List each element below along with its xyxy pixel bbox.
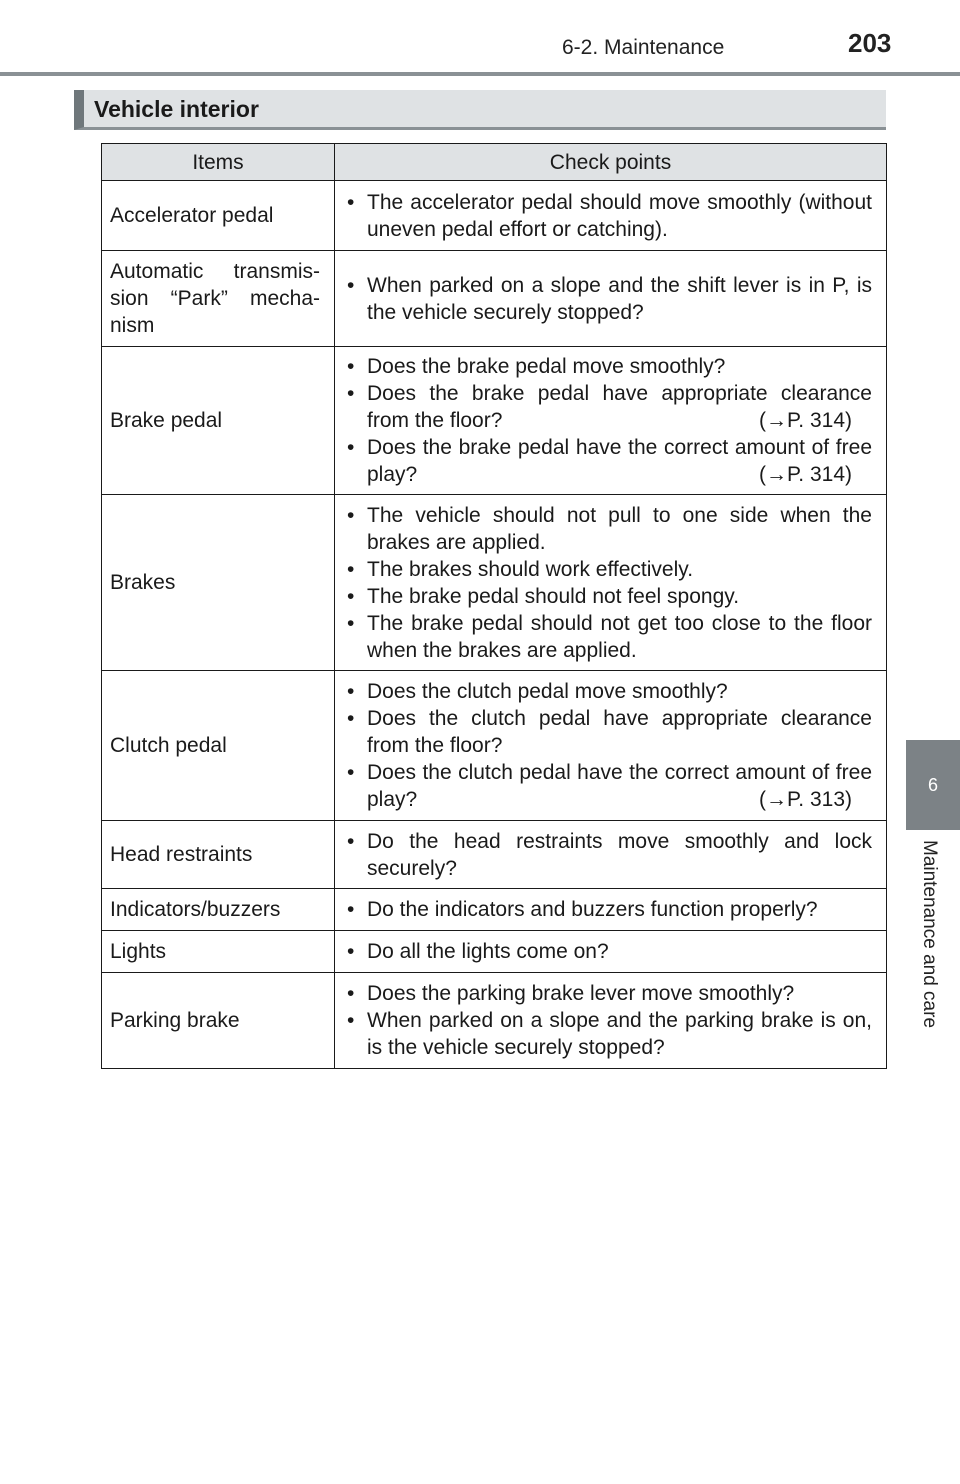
check-points-list [343, 938, 872, 965]
check-points-list [343, 980, 872, 1061]
check-point-text: The brake pedal should not get too close to the floor when the brakes are applied. [367, 611, 872, 662]
table-row [102, 251, 887, 347]
table-row [102, 821, 887, 889]
page-reference-link[interactable]: (→P. 314) [759, 463, 852, 486]
chapter-label [906, 830, 960, 1080]
item-cell: Accelerator pedal [102, 181, 335, 251]
check-point-item [343, 583, 872, 610]
check-points-list [343, 272, 872, 326]
column-header-check-points: Check points [335, 144, 887, 181]
column-header-items: Items [102, 144, 335, 181]
check-points-cell [335, 495, 887, 671]
check-points-list [343, 189, 872, 243]
check-points-list [343, 678, 872, 813]
check-point-text: Does the clutch pedal move smoothly? [367, 680, 728, 703]
check-point-item [343, 980, 872, 1007]
table-row [102, 973, 887, 1069]
check-points-cell [335, 671, 887, 821]
check-point-text: The accelerator pedal should move smoothly (without uneven pedal effort or catching). [367, 190, 872, 241]
section-title: Vehicle interior [94, 96, 259, 122]
table-row [102, 495, 887, 671]
check-point-text: When parked on a slope and the parking brake is on, is the vehicle securely stopped? [367, 1009, 872, 1059]
item-cell: Lights [102, 931, 335, 973]
check-point-text: The brakes should work effectively. [367, 557, 694, 581]
check-point-item [343, 938, 872, 965]
check-point-item [343, 353, 872, 380]
check-point-item [343, 434, 872, 488]
check-point-item [343, 705, 872, 759]
table-row [102, 931, 887, 973]
item-cell: Brakes [102, 495, 335, 671]
table-row [102, 889, 887, 931]
check-point-item [343, 759, 872, 813]
check-point-text: The brake pedal should not feel spongy. [367, 584, 740, 608]
check-points-cell [335, 821, 887, 889]
table-header-row [102, 144, 887, 181]
check-point-item [343, 556, 872, 583]
check-point-text: Do the head restraints move smoothly and lock securely? [367, 829, 872, 880]
check-point-item [343, 272, 872, 326]
check-point-item [343, 1007, 872, 1061]
item-cell: Brake pedal [102, 347, 335, 495]
check-points-cell [335, 973, 887, 1069]
check-point-text: Does the brake pedal move smoothly? [367, 355, 726, 378]
chapter-number: 6 [927, 774, 938, 795]
chapter-title: Maintenance and care [919, 840, 940, 1029]
item-cell: Head restraints [102, 821, 335, 889]
check-points-list [343, 353, 872, 488]
page-reference-link[interactable]: (→P. 314) [759, 409, 852, 432]
check-points-list [343, 828, 872, 882]
check-point-text: Does the brake pedal have the correct amount of free play? [367, 436, 872, 486]
chapter-tab[interactable] [906, 740, 960, 830]
table-row [102, 347, 887, 495]
check-point-item [343, 380, 872, 434]
section-heading: 6-2. Maintenance [562, 36, 725, 59]
header-rule [0, 72, 960, 76]
check-points-cell [335, 251, 887, 347]
check-point-text: Do the indicators and buzzers function properly? [367, 898, 818, 921]
check-point-text: Do all the lights come on? [367, 940, 609, 963]
item-cell: Automatic transmis-sion “Park” mecha-nism [102, 251, 335, 347]
check-point-text: Does the clutch pedal have the correct amount of free play? [367, 761, 872, 811]
check-points-cell [335, 347, 887, 495]
check-points-cell [335, 181, 887, 251]
check-points-list [343, 502, 872, 664]
checklist-table [101, 143, 887, 1069]
check-point-text: Does the parking brake lever move smoothly? [367, 982, 795, 1005]
check-point-item [343, 678, 872, 705]
table-row [102, 671, 887, 821]
check-point-item [343, 502, 872, 556]
check-point-item [343, 896, 872, 923]
table-row [102, 181, 887, 251]
check-point-item [343, 189, 872, 243]
item-cell: Clutch pedal [102, 671, 335, 821]
item-cell: Parking brake [102, 973, 335, 1069]
check-points-list [343, 896, 872, 923]
check-points-cell [335, 889, 887, 931]
table-body [102, 181, 887, 1069]
section-header [74, 90, 886, 130]
item-cell: Indicators/buzzers [102, 889, 335, 931]
check-point-item [343, 610, 872, 664]
page-number: 203 [848, 28, 892, 58]
check-points-cell [335, 931, 887, 973]
check-point-text: The vehicle should not pull to one side when the brakes are applied. [367, 503, 872, 554]
check-point-text: Does the brake pedal have appropriate clearance from the floor? [367, 382, 872, 432]
check-point-text: When parked on a slope and the shift lever is in P, is the vehicle securely stopped? [367, 273, 872, 324]
check-point-text: Does the clutch pedal have appropriate clearance from the floor? [367, 707, 872, 757]
check-point-item [343, 828, 872, 882]
page-reference-link[interactable]: (→P. 313) [759, 788, 852, 811]
